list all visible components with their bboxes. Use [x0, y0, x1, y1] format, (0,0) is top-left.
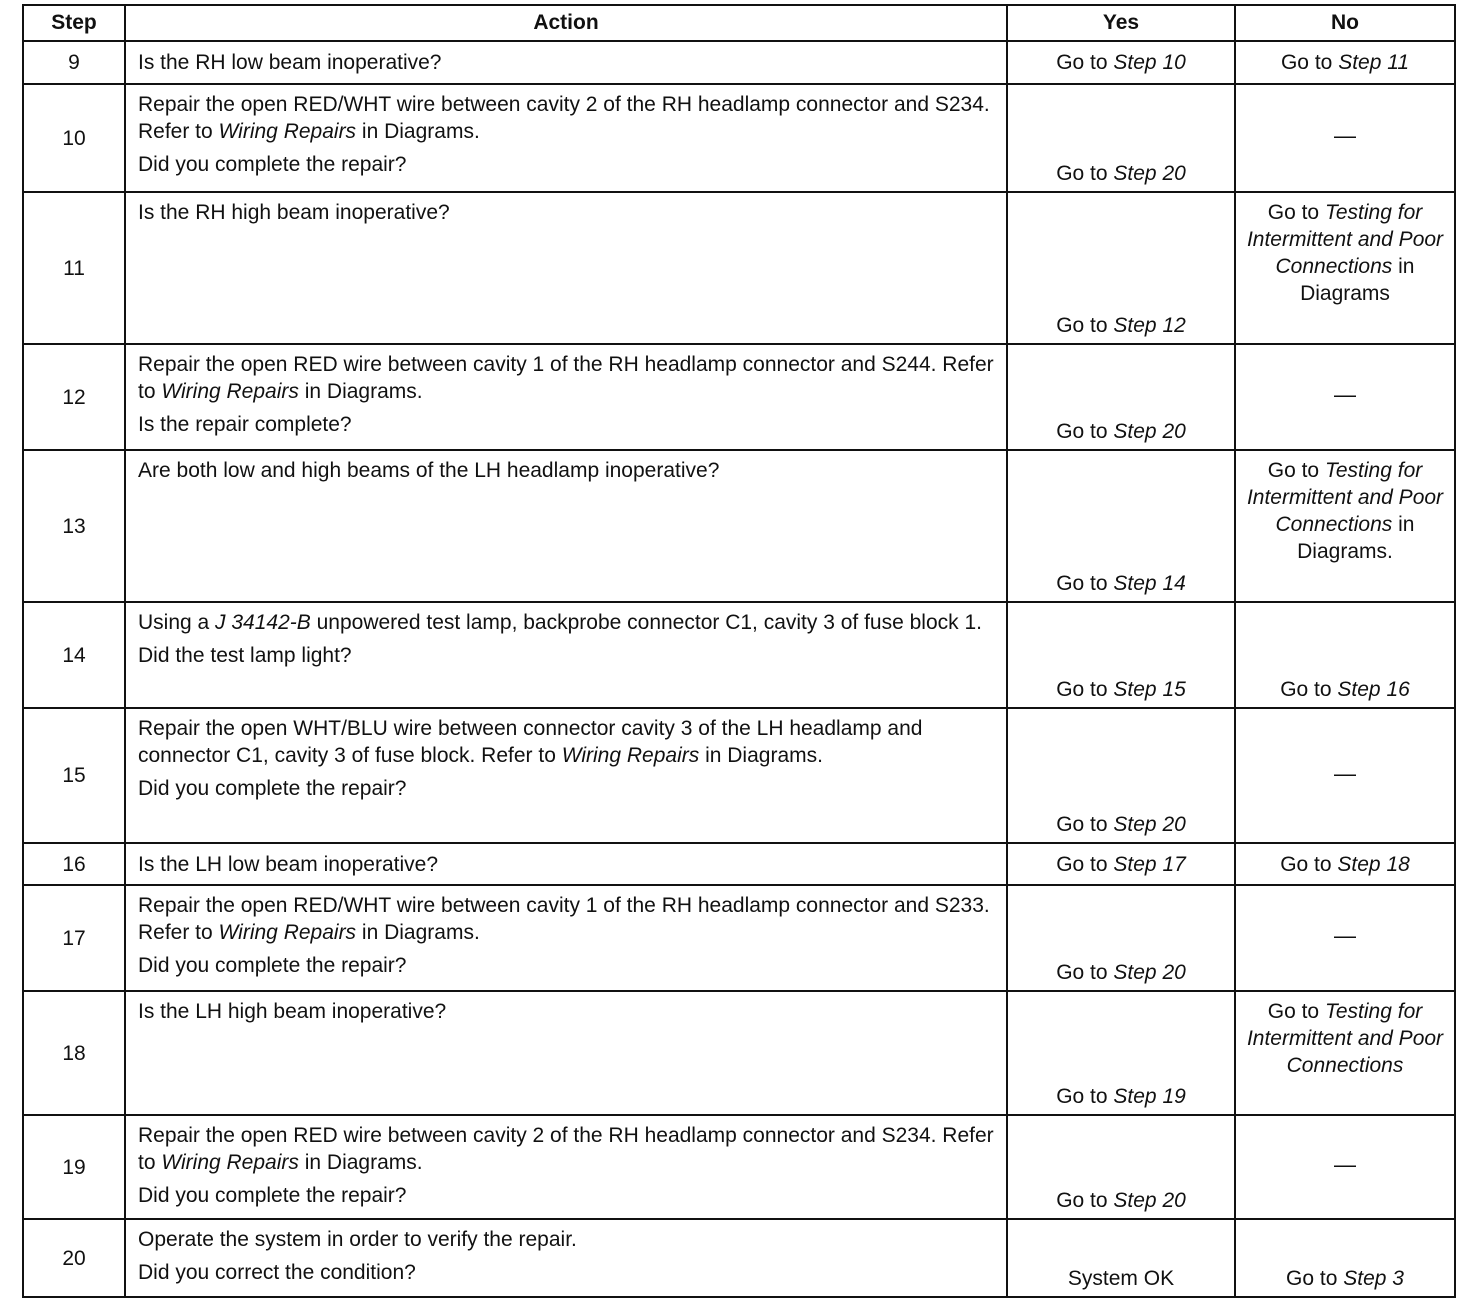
table-row: [23, 450, 1455, 602]
yes-cell: [1007, 602, 1235, 708]
action-cell: [125, 843, 1007, 885]
no-cell: [1235, 602, 1455, 708]
no-cell: [1235, 843, 1455, 885]
testing-intermittent-ref[interactable]: Testing for Intermittent and Poor Connections: [1246, 459, 1444, 536]
yes-step-link[interactable]: Step 19: [1113, 1085, 1186, 1108]
yes-cell: [1007, 885, 1235, 991]
wiring-repairs-ref[interactable]: Wiring Repairs: [218, 120, 357, 143]
action-text-post: in Diagrams.: [361, 120, 480, 143]
table-row: [23, 192, 1455, 344]
action-cell: [125, 1115, 1007, 1219]
table-row: [23, 41, 1455, 84]
yes-step-link[interactable]: Step 20: [1113, 1189, 1186, 1212]
go-to-label: Go to: [1056, 961, 1108, 984]
yes-step-link[interactable]: Step 20: [1113, 961, 1186, 984]
table-row: [23, 843, 1455, 885]
action-question: Did you complete the repair?: [138, 1184, 407, 1207]
action-instruction: [138, 91, 994, 145]
dash: —: [1334, 923, 1356, 948]
wiring-repairs-ref[interactable]: Wiring Repairs: [161, 1151, 299, 1174]
no-step-link[interactable]: Step 18: [1337, 852, 1410, 876]
dash: —: [1334, 1152, 1356, 1177]
no-step-link[interactable]: Step 16: [1337, 678, 1410, 701]
action-text-post: in Diagrams.: [705, 744, 823, 767]
step-number: 18: [23, 991, 125, 1115]
go-to-label: Go to: [1056, 314, 1108, 337]
dash: —: [1334, 760, 1356, 786]
yes-cell: [1007, 991, 1235, 1115]
yes-step-link[interactable]: Step 17: [1113, 852, 1186, 876]
action-question: Did you complete the repair?: [138, 954, 407, 977]
header-yes: Yes: [1007, 5, 1235, 41]
action-instruction: [138, 1122, 994, 1176]
no-cell: [1235, 41, 1455, 84]
no-cell: [1235, 192, 1455, 344]
yes-step-link[interactable]: Step 20: [1113, 162, 1186, 185]
action-instruction: [138, 609, 994, 636]
go-to-label: Go to: [1280, 678, 1332, 701]
action-text: Repair the open WHT/BLU wire between connector cavity 3 of the LH headlamp and connector C1, cavity 3 of fuse block. Refer to: [138, 717, 923, 767]
go-to-label: Go to: [1267, 459, 1320, 482]
yes-step-link[interactable]: Step 14: [1113, 572, 1186, 595]
yes-cell: [1007, 41, 1235, 84]
action-cell: [125, 708, 1007, 843]
no-text-post: in Diagrams: [1300, 255, 1415, 305]
go-to-label: Go to: [1280, 852, 1332, 876]
no-cell: [1235, 1115, 1455, 1219]
wiring-repairs-ref[interactable]: Wiring Repairs: [561, 744, 700, 767]
table-row: [23, 708, 1455, 843]
wiring-repairs-ref[interactable]: Wiring Repairs: [218, 921, 357, 944]
action-text: Are both low and high beams of the LH headlamp inoperative?: [138, 459, 720, 482]
action-question: Did you correct the condition?: [138, 1261, 416, 1284]
table-row: [23, 1219, 1455, 1297]
action-text-post: in Diagrams.: [361, 921, 480, 944]
action-cell: [125, 1219, 1007, 1297]
yes-step-link[interactable]: Step 10: [1113, 51, 1186, 74]
step-number: 14: [23, 602, 125, 708]
action-cell: [125, 991, 1007, 1115]
action-question: Did the test lamp light?: [138, 644, 352, 667]
yes-cell: [1007, 192, 1235, 344]
no-step-link[interactable]: Step 11: [1338, 51, 1410, 74]
action-question: Did you complete the repair?: [138, 777, 407, 800]
action-cell: [125, 84, 1007, 192]
yes-step-link[interactable]: Step 12: [1113, 314, 1186, 337]
go-to-label: Go to: [1056, 1189, 1108, 1212]
go-to-label: Go to: [1056, 572, 1108, 595]
go-to-label: Go to: [1056, 1085, 1108, 1108]
step-number: 20: [23, 1219, 125, 1297]
table-row: [23, 602, 1455, 708]
dash: —: [1334, 123, 1356, 148]
testing-intermittent-ref[interactable]: Testing for Intermittent and Poor Connections: [1246, 1000, 1444, 1077]
action-text: Is the RH high beam inoperative?: [138, 201, 450, 224]
go-to-label: Go to: [1056, 51, 1108, 74]
header-step: Step: [23, 5, 125, 41]
go-to-label: Go to: [1267, 1000, 1320, 1023]
no-cell: [1235, 708, 1455, 843]
no-cell: [1235, 1219, 1455, 1297]
table-row: [23, 344, 1455, 450]
no-cell: [1235, 885, 1455, 991]
step-number: 19: [23, 1115, 125, 1219]
yes-cell: [1007, 84, 1235, 192]
yes-step-link[interactable]: Step 20: [1113, 420, 1186, 443]
step-number: 17: [23, 885, 125, 991]
action-question: Is the repair complete?: [138, 413, 352, 436]
no-cell: [1235, 991, 1455, 1115]
table-row: [23, 885, 1455, 991]
diagnostic-table: [22, 4, 1456, 1298]
wiring-repairs-ref[interactable]: Wiring Repairs: [161, 380, 299, 403]
go-to-label: Go to: [1056, 678, 1108, 701]
yes-cell: [1007, 843, 1235, 885]
testing-intermittent-ref[interactable]: Testing for Intermittent and Poor Connections: [1246, 201, 1444, 278]
go-to-label: Go to: [1056, 420, 1108, 443]
action-text: Is the RH low beam inoperative?: [138, 51, 442, 74]
header-row: [23, 5, 1455, 41]
action-cell: [125, 602, 1007, 708]
action-text-post: in Diagrams.: [304, 380, 423, 403]
system-ok-label: System OK: [1067, 1267, 1175, 1290]
action-cell: [125, 344, 1007, 450]
action-instruction: [138, 715, 994, 769]
header-no: No: [1235, 5, 1455, 41]
table-row: [23, 991, 1455, 1115]
header-action: Action: [125, 5, 1007, 41]
action-text: Repair the open RED/WHT wire between cavity 2 of the RH headlamp connector and S234. Refer to: [138, 93, 990, 143]
no-step-link[interactable]: Step 3: [1343, 1267, 1404, 1290]
go-to-label: Go to: [1267, 201, 1320, 224]
action-cell: [125, 41, 1007, 84]
yes-step-link[interactable]: Step 15: [1113, 678, 1186, 701]
action-question: Did you complete the repair?: [138, 153, 407, 176]
action-text: Repair the open RED wire between cavity 1 of the RH headlamp connector and S244. Refer to: [138, 353, 994, 403]
table-row: [23, 1115, 1455, 1219]
action-text: Repair the open RED/WHT wire between cavity 1 of the RH headlamp connector and S233. Refer to: [138, 894, 990, 944]
diagnostic-table-page: [22, 4, 1454, 1298]
action-text: Is the LH high beam inoperative?: [138, 1000, 447, 1023]
step-number: 11: [23, 192, 125, 344]
yes-cell: [1007, 344, 1235, 450]
no-cell: [1235, 84, 1455, 192]
yes-cell: [1007, 1219, 1235, 1297]
action-text: Repair the open RED wire between cavity 2 of the RH headlamp connector and S234. Refer to: [138, 1124, 994, 1174]
tool-ref[interactable]: J 34142-B: [215, 611, 311, 634]
no-cell: [1235, 450, 1455, 602]
yes-cell: [1007, 708, 1235, 843]
go-to-label: Go to: [1056, 813, 1108, 836]
action-text: Using a: [138, 611, 210, 634]
table-row: [23, 84, 1455, 192]
step-number: 10: [23, 84, 125, 192]
yes-cell: [1007, 450, 1235, 602]
yes-step-link[interactable]: Step 20: [1113, 813, 1186, 836]
step-number: 13: [23, 450, 125, 602]
action-text: Is the LH low beam inoperative?: [138, 852, 438, 876]
go-to-label: Go to: [1056, 852, 1108, 876]
step-number: 9: [23, 41, 125, 84]
dash: —: [1334, 382, 1356, 407]
step-number: 15: [23, 708, 125, 843]
action-text-post: in Diagrams.: [304, 1151, 423, 1174]
no-text-post: in Diagrams.: [1297, 513, 1415, 563]
go-to-label: Go to: [1280, 51, 1333, 74]
go-to-label: Go to: [1286, 1267, 1338, 1290]
action-instruction: [138, 351, 994, 405]
no-cell: [1235, 344, 1455, 450]
yes-cell: [1007, 1115, 1235, 1219]
step-number: 16: [23, 843, 125, 885]
action-cell: [125, 192, 1007, 344]
action-cell: [125, 450, 1007, 602]
action-text-post: unpowered test lamp, backprobe connector C1, cavity 3 of fuse block 1.: [316, 611, 982, 634]
action-cell: [125, 885, 1007, 991]
action-instruction: [138, 892, 994, 946]
go-to-label: Go to: [1056, 162, 1108, 185]
action-text: Operate the system in order to verify the repair.: [138, 1228, 577, 1251]
step-number: 12: [23, 344, 125, 450]
